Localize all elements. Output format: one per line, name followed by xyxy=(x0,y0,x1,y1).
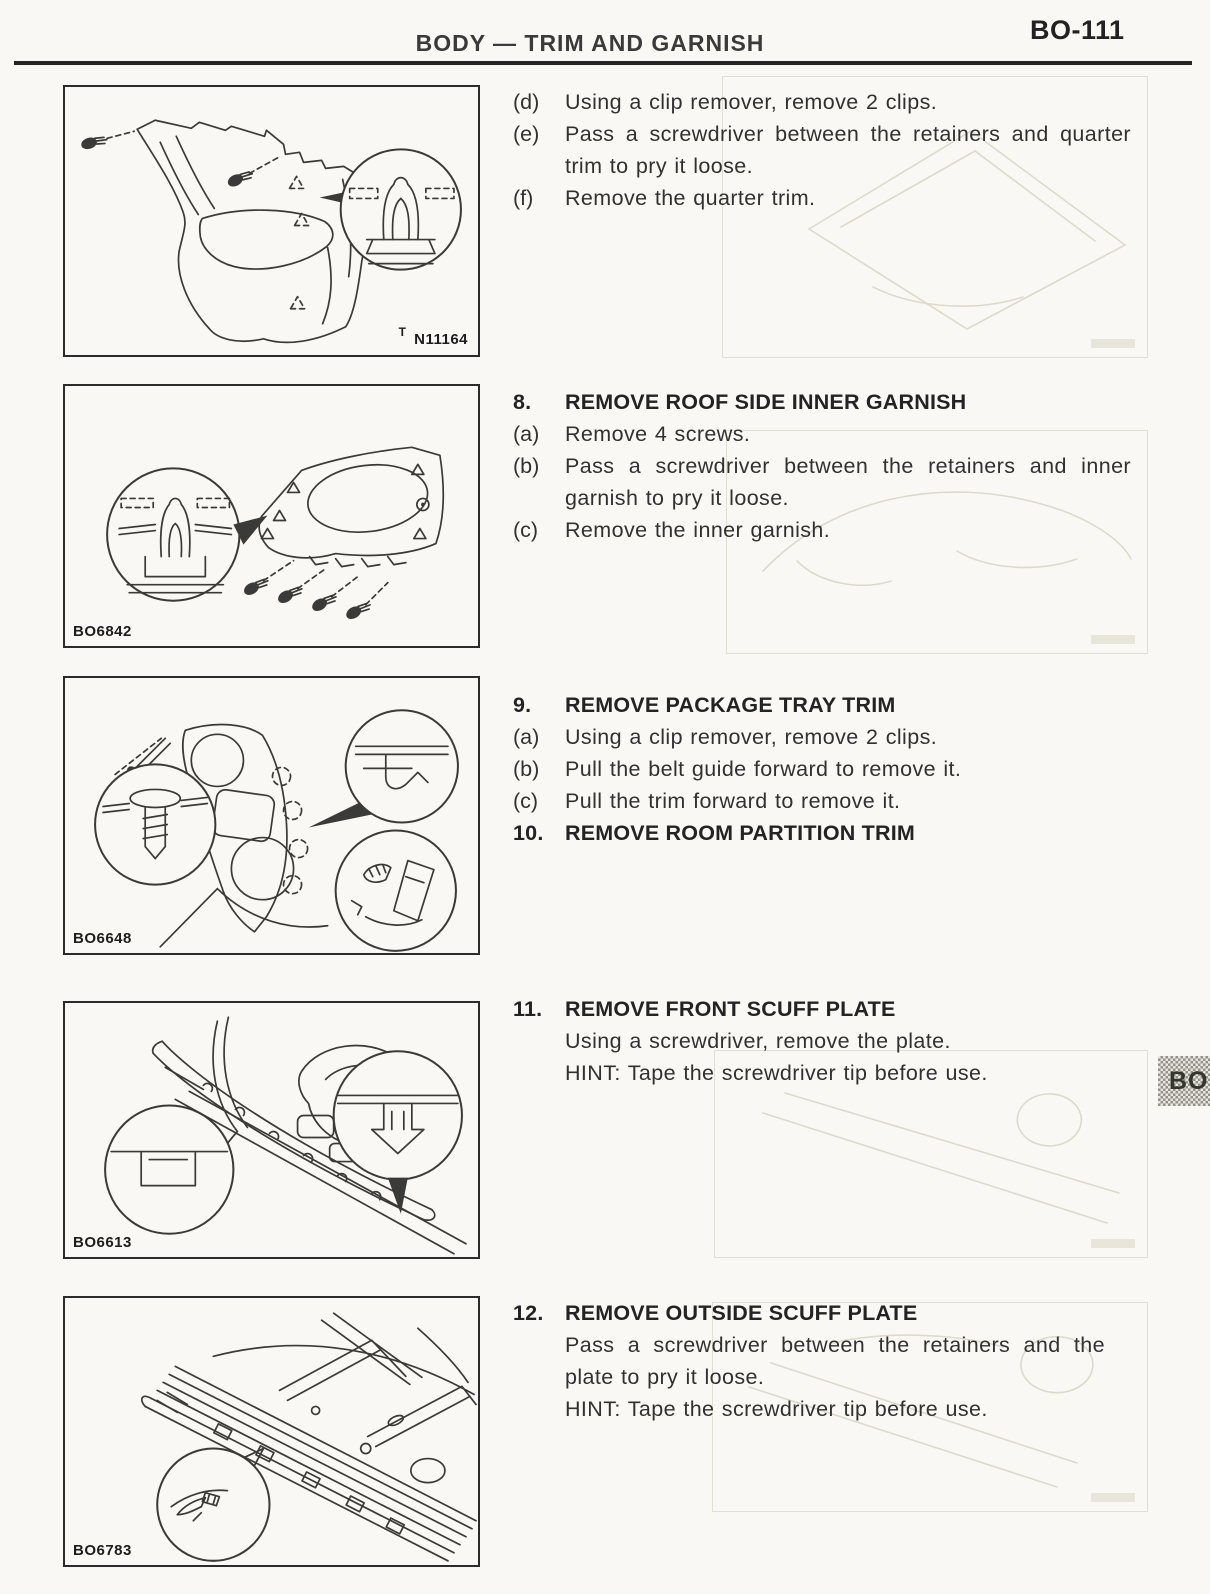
step-row xyxy=(513,118,1131,182)
figure-code: BO6648 xyxy=(73,930,132,947)
step-row xyxy=(513,450,1131,514)
step-label: (c) xyxy=(513,518,539,542)
step-heading xyxy=(513,817,1131,849)
procedure-section-8 xyxy=(513,386,1131,546)
front-scuff-plate-drawing xyxy=(65,1003,478,1257)
step-text: Remove 4 screws. xyxy=(565,422,751,446)
step-number: 12. xyxy=(513,1301,544,1325)
step-text: HINT: Tape the screwdriver tip before use. xyxy=(565,1397,988,1421)
step-text: Pull the belt guide forward to remove it. xyxy=(565,757,962,781)
step-label xyxy=(513,1057,565,1089)
header-rule xyxy=(14,61,1192,65)
step-heading-text: REMOVE ROOF SIDE INNER GARNISH xyxy=(565,390,967,414)
step-row xyxy=(513,721,1131,753)
section-tab-bo xyxy=(1158,1056,1210,1106)
step-label: (a) xyxy=(513,725,540,749)
step-label xyxy=(513,1025,565,1057)
step-label xyxy=(513,1393,565,1425)
step-label: (a) xyxy=(513,422,540,446)
procedure-section-11 xyxy=(513,993,1131,1089)
step-row xyxy=(513,785,1131,817)
step-heading-text: REMOVE ROOM PARTITION TRIM xyxy=(565,821,915,845)
step-heading-text: REMOVE OUTSIDE SCUFF PLATE xyxy=(565,1301,918,1325)
step-row xyxy=(513,86,1131,118)
roof-side-inner-garnish-drawing xyxy=(65,386,478,646)
ghost-figure-code xyxy=(1091,635,1135,644)
figure-box-package-tray-trim xyxy=(63,676,480,955)
package-tray-trim-drawing xyxy=(65,678,478,953)
step-number: 9. xyxy=(513,693,532,717)
step-heading xyxy=(513,1297,1131,1329)
step-number: 10. xyxy=(513,821,544,845)
ghost-figure-code xyxy=(1091,1493,1135,1502)
procedure-section-9-10 xyxy=(513,689,1131,849)
step-row xyxy=(513,1025,1131,1057)
step-label: (b) xyxy=(513,757,540,781)
step-text: Pass a screwdriver between the retainers and the plate to pry it loose. xyxy=(565,1333,1105,1389)
step-text: Remove the quarter trim. xyxy=(565,186,816,210)
screw-icon xyxy=(276,582,304,605)
figure-box-outside-scuff-plate xyxy=(63,1296,480,1567)
step-row xyxy=(513,182,1131,214)
step-label: (b) xyxy=(513,454,540,478)
procedure-section-12 xyxy=(513,1297,1131,1425)
step-row xyxy=(513,514,1131,546)
screw-icon xyxy=(242,574,270,597)
step-label: (e) xyxy=(513,122,540,146)
figure-code: BO6613 xyxy=(73,1234,132,1251)
step-row xyxy=(513,1393,1131,1425)
section-tab-label: BO xyxy=(1169,1067,1209,1095)
step-text: Using a clip remover, remove 2 clips. xyxy=(565,90,938,114)
step-row xyxy=(513,1057,1131,1089)
outside-scuff-plate-drawing xyxy=(65,1298,478,1565)
step-text: Pull the trim forward to remove it. xyxy=(565,789,901,813)
figure-mark: T xyxy=(398,325,406,339)
ghost-figure-code xyxy=(1091,339,1135,348)
step-label xyxy=(513,1329,565,1393)
figure-box-front-scuff-plate xyxy=(63,1001,480,1259)
screw-icon xyxy=(226,167,254,189)
step-label: (f) xyxy=(513,186,534,210)
step-heading-text: REMOVE FRONT SCUFF PLATE xyxy=(565,997,896,1021)
page-title: BODY — TRIM AND GARNISH xyxy=(415,30,765,56)
screw-icon xyxy=(310,590,338,613)
quarter-trim-drawing xyxy=(65,87,478,355)
step-text: Remove the inner garnish. xyxy=(565,518,831,542)
step-row xyxy=(513,753,1131,785)
procedure-substeps-quarter-trim xyxy=(513,86,1131,214)
step-text: Pass a screwdriver between the retainers and inner garnish to pry it loose. xyxy=(565,454,1131,510)
ghost-figure-code xyxy=(1091,1239,1135,1248)
step-text: HINT: Tape the screwdriver tip before use. xyxy=(565,1061,988,1085)
step-text: Using a screwdriver, remove the plate. xyxy=(565,1029,951,1053)
screw-icon xyxy=(80,132,108,151)
step-label: (d) xyxy=(513,90,540,114)
step-heading xyxy=(513,993,1131,1025)
figure-box-roof-side-inner-garnish xyxy=(63,384,480,648)
figure-code: BO6842 xyxy=(73,623,132,640)
step-text: Using a clip remover, remove 2 clips. xyxy=(565,725,938,749)
step-row xyxy=(513,1329,1131,1393)
figure-code: N11164 xyxy=(414,331,468,348)
step-number: 8. xyxy=(513,390,532,414)
step-text: Pass a screwdriver between the retainers and quarter trim to pry it loose. xyxy=(565,122,1131,178)
step-number: 11. xyxy=(513,997,543,1021)
figure-box-quarter-trim xyxy=(63,85,480,357)
step-label: (c) xyxy=(513,789,539,813)
step-row xyxy=(513,418,1131,450)
step-heading-text: REMOVE PACKAGE TRAY TRIM xyxy=(565,693,896,717)
step-heading xyxy=(513,689,1131,721)
page-number: BO-111 xyxy=(1030,15,1125,45)
figure-code: BO6783 xyxy=(73,1542,132,1559)
step-heading xyxy=(513,386,1131,418)
